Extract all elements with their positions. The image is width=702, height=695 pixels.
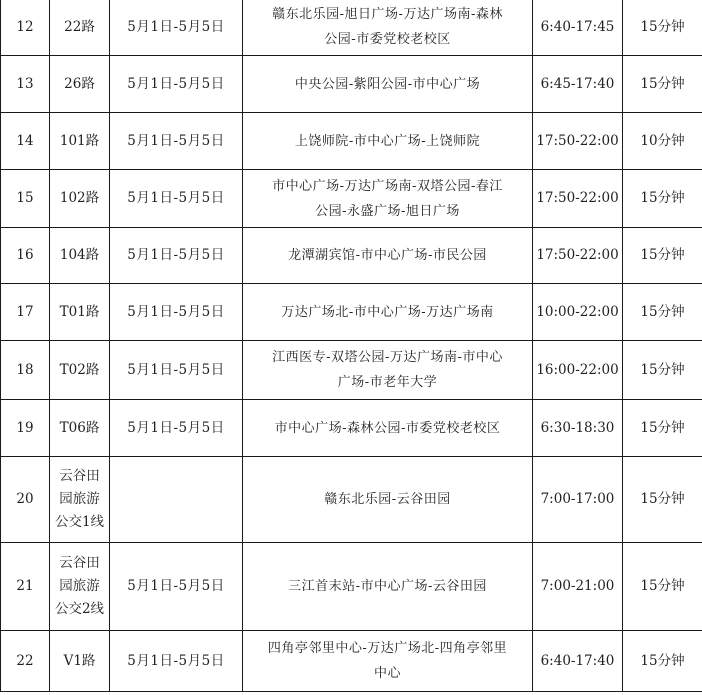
departure-interval: 15分钟 xyxy=(623,228,702,284)
route-name-line: T06路 xyxy=(59,419,100,436)
departure-interval: 15分钟 xyxy=(623,543,702,631)
route-stops-line: 市中心广场-森林公园-市委党校老校区 xyxy=(274,420,501,436)
route-stops-line: 三江首末站-市中心广场-云谷田园 xyxy=(288,579,487,594)
operating-hours: 6:30-18:30 xyxy=(533,400,623,457)
departure-interval: 15分钟 xyxy=(623,400,702,457)
route-stops xyxy=(243,228,533,284)
route-name xyxy=(50,284,110,341)
operating-hours: 16:00-22:00 xyxy=(533,341,623,400)
route-name xyxy=(50,0,110,56)
table-row xyxy=(1,56,702,113)
route-stops xyxy=(243,170,533,228)
route-stops-line: 江西医专-双塔公园-万达广场南-市中心 xyxy=(272,350,503,365)
service-dates: 5月1日-5月5日 xyxy=(110,543,243,631)
operating-hours: 17:50-22:00 xyxy=(533,113,623,170)
departure-interval: 15分钟 xyxy=(623,170,702,228)
operating-hours: 17:50-22:00 xyxy=(533,170,623,228)
service-dates: 5月1日-5月5日 xyxy=(110,113,243,170)
service-dates: 5月1日-5月5日 xyxy=(110,0,243,56)
table-row xyxy=(1,113,702,170)
route-name xyxy=(50,170,110,228)
route-name xyxy=(50,228,110,284)
table-row xyxy=(1,543,702,631)
route-stops-line: 中心 xyxy=(373,666,401,681)
service-dates: 5月1日-5月5日 xyxy=(110,56,243,113)
route-stops-line: 四角亭邻里中心-万达广场北-四角亭邻里 xyxy=(267,641,508,656)
route-stops-line: 市中心广场-万达广场南-双塔公园-春江 xyxy=(272,178,503,194)
row-number: 15 xyxy=(1,170,50,228)
route-stops xyxy=(243,56,533,113)
route-stops-line: 公园-永盛广场-旭日广场 xyxy=(315,203,460,219)
departure-interval: 10分钟 xyxy=(623,113,702,170)
route-name xyxy=(50,400,110,457)
departure-interval: 15分钟 xyxy=(623,631,702,692)
row-number: 13 xyxy=(1,56,50,113)
route-name xyxy=(50,457,110,543)
route-name-line: 云谷田 xyxy=(59,555,100,571)
route-name-line: 26路 xyxy=(64,75,95,92)
service-dates: 5月1日-5月5日 xyxy=(110,170,243,228)
row-number: 21 xyxy=(1,543,50,631)
route-name-line: 公交2线 xyxy=(54,601,105,617)
departure-interval: 15分钟 xyxy=(623,341,702,400)
row-number: 17 xyxy=(1,284,50,341)
route-name xyxy=(50,341,110,400)
route-stops xyxy=(243,543,533,631)
row-number: 12 xyxy=(1,0,50,56)
row-number: 20 xyxy=(1,457,50,543)
table-row xyxy=(1,457,702,543)
table-row xyxy=(1,0,702,56)
route-stops xyxy=(243,284,533,341)
route-stops-line: 广场-市老年大学 xyxy=(337,375,438,390)
route-stops-line: 赣东北乐园-云谷田园 xyxy=(324,492,451,507)
operating-hours: 10:00-22:00 xyxy=(533,284,623,341)
route-name-line: 102路 xyxy=(59,190,100,206)
route-name-line: T01路 xyxy=(59,303,100,320)
operating-hours: 7:00-21:00 xyxy=(533,543,623,631)
service-dates: 5月1日-5月5日 xyxy=(110,341,243,400)
operating-hours: 6:45-17:40 xyxy=(533,56,623,113)
operating-hours: 6:40-17:45 xyxy=(533,0,623,56)
row-number: 19 xyxy=(1,400,50,457)
service-dates: 5月1日-5月5日 xyxy=(110,284,243,341)
route-stops xyxy=(243,457,533,543)
service-dates: 5月1日-5月5日 xyxy=(110,631,243,692)
row-number: 16 xyxy=(1,228,50,284)
route-stops-line: 公园-市委党校老校区 xyxy=(324,32,451,47)
row-number: 22 xyxy=(1,631,50,692)
route-stops-line: 万达广场北-市中心广场-万达广场南 xyxy=(281,304,494,320)
route-name xyxy=(50,113,110,170)
route-name-line: 公交1线 xyxy=(54,514,105,530)
service-dates xyxy=(110,457,243,543)
operating-hours: 7:00-17:00 xyxy=(533,457,623,543)
route-stops xyxy=(243,0,533,56)
departure-interval: 15分钟 xyxy=(623,457,702,543)
route-name-line: 104路 xyxy=(59,247,100,263)
route-name-line: 园旅游 xyxy=(59,491,100,507)
route-name xyxy=(50,631,110,692)
row-number: 14 xyxy=(1,113,50,170)
route-stops xyxy=(243,113,533,170)
table-row xyxy=(1,228,702,284)
table-body xyxy=(1,0,702,692)
service-dates: 5月1日-5月5日 xyxy=(110,228,243,284)
route-stops xyxy=(243,341,533,400)
route-stops xyxy=(243,400,533,457)
departure-interval: 15分钟 xyxy=(623,0,702,56)
route-name-line: 云谷田 xyxy=(59,468,100,484)
table-row xyxy=(1,284,702,341)
route-name-line: T02路 xyxy=(59,361,100,378)
route-name-line: 园旅游 xyxy=(59,578,100,594)
route-stops-line: 上饶师院-市中心广场-上饶师院 xyxy=(294,133,481,149)
route-name-line: 22路 xyxy=(64,18,95,35)
table-row xyxy=(1,631,702,692)
service-dates: 5月1日-5月5日 xyxy=(110,400,243,457)
route-stops-line: 赣东北乐园-旭日广场-万达广场南-森林 xyxy=(272,7,503,22)
table-row xyxy=(1,400,702,457)
departure-interval: 15分钟 xyxy=(623,284,702,341)
route-name-line: 101路 xyxy=(59,132,100,149)
route-name xyxy=(50,56,110,113)
operating-hours: 17:50-22:00 xyxy=(533,228,623,284)
route-stops xyxy=(243,631,533,692)
route-name-line: V1路 xyxy=(63,652,96,669)
table-row xyxy=(1,170,702,228)
departure-interval: 15分钟 xyxy=(623,56,702,113)
row-number: 18 xyxy=(1,341,50,400)
route-stops-line: 龙潭湖宾馆-市中心广场-市民公园 xyxy=(288,248,487,263)
route-name xyxy=(50,543,110,631)
table-row xyxy=(1,341,702,400)
operating-hours: 6:40-17:40 xyxy=(533,631,623,692)
route-stops-line: 中央公园-紫阳公园-市中心广场 xyxy=(294,76,481,92)
